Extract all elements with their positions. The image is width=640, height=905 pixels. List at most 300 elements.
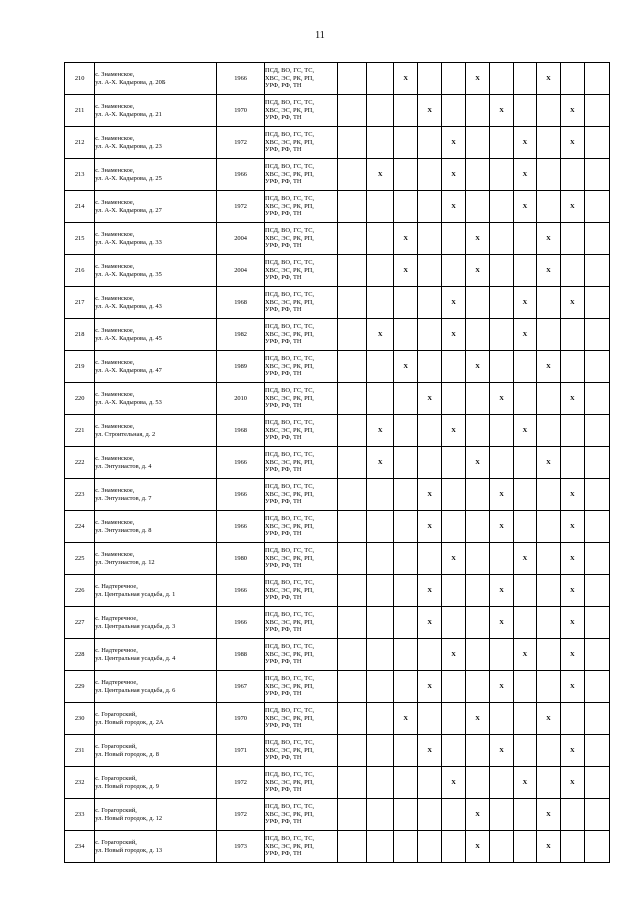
mark-cell-empty xyxy=(536,479,560,511)
mark-cell-x: X xyxy=(394,351,418,383)
mark-cell-empty xyxy=(394,607,418,639)
mark-cell-empty xyxy=(442,703,466,735)
table-row xyxy=(65,63,610,95)
mark-cell-x: X xyxy=(466,255,490,287)
year-cell: 1972 xyxy=(217,127,265,159)
row-number-cell: 228 xyxy=(65,639,95,671)
mark-cell-empty xyxy=(394,831,418,863)
mark-cell-x: X xyxy=(418,671,442,703)
table-row xyxy=(65,127,610,159)
year-cell: 2004 xyxy=(217,255,265,287)
row-number-cell: 229 xyxy=(65,671,95,703)
row-number-cell: 218 xyxy=(65,319,95,351)
mark-cell-empty xyxy=(584,447,609,479)
table-row xyxy=(65,639,610,671)
mark-cell-empty xyxy=(442,831,466,863)
mark-cell-x: X xyxy=(536,255,560,287)
mark-cell-empty xyxy=(490,415,514,447)
row-number-cell: 215 xyxy=(65,223,95,255)
mark-cell-empty xyxy=(584,351,609,383)
mark-cell-empty xyxy=(560,799,584,831)
mark-cell-empty xyxy=(466,671,490,703)
address-cell: с. Знаменское, ул. А-Х. Кадырова, д. 47 xyxy=(95,351,217,383)
mark-cell-empty xyxy=(337,127,366,159)
mark-cell-empty xyxy=(466,191,490,223)
year-cell: 1980 xyxy=(217,543,265,575)
mark-cell-empty xyxy=(367,607,394,639)
address-cell: с. Знаменское, ул. А-Х. Кадырова, д. 33 xyxy=(95,223,217,255)
mark-cell-x: X xyxy=(560,575,584,607)
mark-cell-empty xyxy=(337,543,366,575)
mark-cell-empty xyxy=(394,735,418,767)
work-codes-cell: ПСД, ВО, ГС, ТС, ХВС, ЭС, РК, РП, УРФ, РФ, ТН xyxy=(265,223,338,255)
mark-cell-empty xyxy=(337,447,366,479)
mark-cell-empty xyxy=(584,671,609,703)
work-codes-cell: ПСД, ВО, ГС, ТС, ХВС, ЭС, РК, РП, УРФ, РФ, ТН xyxy=(265,95,338,127)
work-codes-cell: ПСД, ВО, ГС, ТС, ХВС, ЭС, РК, РП, УРФ, РФ, ТН xyxy=(265,607,338,639)
mark-cell-empty xyxy=(584,415,609,447)
mark-cell-empty xyxy=(442,223,466,255)
mark-cell-empty xyxy=(337,799,366,831)
year-cell: 1968 xyxy=(217,415,265,447)
mark-cell-empty xyxy=(536,159,560,191)
mark-cell-empty xyxy=(418,703,442,735)
mark-cell-empty xyxy=(584,767,609,799)
mark-cell-x: X xyxy=(466,447,490,479)
mark-cell-empty xyxy=(584,127,609,159)
table-row xyxy=(65,447,610,479)
mark-cell-x: X xyxy=(514,287,537,319)
address-cell: с. Знаменское, ул. А-Х. Кадырова, д. 20Б xyxy=(95,63,217,95)
mark-cell-empty xyxy=(490,159,514,191)
mark-cell-x: X xyxy=(536,831,560,863)
mark-cell-empty xyxy=(418,191,442,223)
mark-cell-empty xyxy=(337,415,366,447)
mark-cell-empty xyxy=(394,159,418,191)
table-row xyxy=(65,319,610,351)
mark-cell-empty xyxy=(490,831,514,863)
mark-cell-x: X xyxy=(560,95,584,127)
mark-cell-empty xyxy=(536,671,560,703)
year-cell: 1972 xyxy=(217,799,265,831)
mark-cell-empty xyxy=(490,639,514,671)
mark-cell-x: X xyxy=(560,671,584,703)
mark-cell-empty xyxy=(584,799,609,831)
mark-cell-empty xyxy=(337,735,366,767)
mark-cell-empty xyxy=(418,287,442,319)
year-cell: 1966 xyxy=(217,159,265,191)
table-row xyxy=(65,95,610,127)
mark-cell-empty xyxy=(337,671,366,703)
year-cell: 1970 xyxy=(217,95,265,127)
address-cell: с. Надтеречное, ул. Центральная усадьба, д. 1 xyxy=(95,575,217,607)
mark-cell-empty xyxy=(367,575,394,607)
mark-cell-empty xyxy=(367,351,394,383)
work-codes-cell: ПСД, ВО, ГС, ТС, ХВС, ЭС, РК, РП, УРФ, РФ, ТН xyxy=(265,671,338,703)
address-cell: с. Знаменское, ул. А-Х. Кадырова, д. 27 xyxy=(95,191,217,223)
mark-cell-empty xyxy=(584,159,609,191)
mark-cell-empty xyxy=(584,319,609,351)
mark-cell-empty xyxy=(536,319,560,351)
mark-cell-empty xyxy=(418,223,442,255)
address-cell: с. Знаменское, ул. А-Х. Кадырова, д. 43 xyxy=(95,287,217,319)
mark-cell-x: X xyxy=(394,223,418,255)
mark-cell-empty xyxy=(466,511,490,543)
row-number-cell: 227 xyxy=(65,607,95,639)
work-codes-cell: ПСД, ВО, ГС, ТС, ХВС, ЭС, РК, РП, УРФ, РФ, ТН xyxy=(265,511,338,543)
mark-cell-empty xyxy=(394,287,418,319)
address-cell: с. Знаменское, ул. А-Х. Кадырова, д. 35 xyxy=(95,255,217,287)
mark-cell-empty xyxy=(337,159,366,191)
year-cell: 1966 xyxy=(217,479,265,511)
table-body xyxy=(65,63,610,863)
mark-cell-x: X xyxy=(560,479,584,511)
mark-cell-empty xyxy=(560,447,584,479)
mark-cell-empty xyxy=(367,223,394,255)
work-codes-cell: ПСД, ВО, ГС, ТС, ХВС, ЭС, РК, РП, УРФ, РФ, ТН xyxy=(265,479,338,511)
mark-cell-empty xyxy=(367,831,394,863)
year-cell: 1988 xyxy=(217,639,265,671)
mark-cell-x: X xyxy=(560,511,584,543)
mark-cell-empty xyxy=(418,63,442,95)
mark-cell-x: X xyxy=(367,319,394,351)
table-row xyxy=(65,543,610,575)
mark-cell-empty xyxy=(337,511,366,543)
mark-cell-empty xyxy=(584,479,609,511)
mark-cell-empty xyxy=(560,159,584,191)
mark-cell-empty xyxy=(514,735,537,767)
mark-cell-empty xyxy=(367,799,394,831)
work-codes-cell: ПСД, ВО, ГС, ТС, ХВС, ЭС, РК, РП, УРФ, РФ, ТН xyxy=(265,735,338,767)
year-cell: 1982 xyxy=(217,319,265,351)
table-row xyxy=(65,735,610,767)
mark-cell-empty xyxy=(367,255,394,287)
mark-cell-empty xyxy=(560,351,584,383)
mark-cell-empty xyxy=(514,255,537,287)
mark-cell-empty xyxy=(536,735,560,767)
mark-cell-empty xyxy=(584,703,609,735)
row-number-cell: 211 xyxy=(65,95,95,127)
address-cell: с. Надтеречное, ул. Центральная усадьба, д. 6 xyxy=(95,671,217,703)
mark-cell-empty xyxy=(466,127,490,159)
mark-cell-empty xyxy=(367,287,394,319)
mark-cell-empty xyxy=(514,479,537,511)
table-row xyxy=(65,799,610,831)
mark-cell-empty xyxy=(418,351,442,383)
mark-cell-empty xyxy=(560,255,584,287)
mark-cell-empty xyxy=(418,799,442,831)
mark-cell-x: X xyxy=(466,799,490,831)
mark-cell-x: X xyxy=(418,511,442,543)
mark-cell-x: X xyxy=(418,607,442,639)
mark-cell-empty xyxy=(466,543,490,575)
mark-cell-empty xyxy=(490,287,514,319)
mark-cell-empty xyxy=(394,95,418,127)
mark-cell-empty xyxy=(536,287,560,319)
mark-cell-x: X xyxy=(442,543,466,575)
mark-cell-x: X xyxy=(560,639,584,671)
work-codes-cell: ПСД, ВО, ГС, ТС, ХВС, ЭС, РК, РП, УРФ, РФ, ТН xyxy=(265,63,338,95)
mark-cell-empty xyxy=(536,383,560,415)
mark-cell-empty xyxy=(466,159,490,191)
mark-cell-empty xyxy=(490,319,514,351)
mark-cell-empty xyxy=(367,479,394,511)
work-codes-cell: ПСД, ВО, ГС, ТС, ХВС, ЭС, РК, РП, УРФ, РФ, ТН xyxy=(265,383,338,415)
mark-cell-empty xyxy=(490,703,514,735)
year-cell: 1970 xyxy=(217,703,265,735)
mark-cell-empty xyxy=(337,767,366,799)
mark-cell-x: X xyxy=(560,543,584,575)
mark-cell-empty xyxy=(337,607,366,639)
housing-registry-table xyxy=(64,62,610,863)
mark-cell-empty xyxy=(584,191,609,223)
address-cell: с. Знаменское, ул. Энтузиастов, д. 12 xyxy=(95,543,217,575)
address-cell: с. Знаменское, ул. А-Х. Кадырова, д. 25 xyxy=(95,159,217,191)
mark-cell-empty xyxy=(337,255,366,287)
mark-cell-empty xyxy=(490,351,514,383)
mark-cell-empty xyxy=(367,95,394,127)
mark-cell-empty xyxy=(490,255,514,287)
mark-cell-empty xyxy=(394,767,418,799)
mark-cell-empty xyxy=(490,223,514,255)
mark-cell-empty xyxy=(514,95,537,127)
mark-cell-empty xyxy=(337,479,366,511)
mark-cell-empty xyxy=(394,671,418,703)
mark-cell-x: X xyxy=(560,383,584,415)
mark-cell-empty xyxy=(442,575,466,607)
mark-cell-empty xyxy=(490,447,514,479)
mark-cell-empty xyxy=(337,287,366,319)
mark-cell-empty xyxy=(442,671,466,703)
mark-cell-empty xyxy=(337,223,366,255)
address-cell: с. Надтеречное, ул. Центральная усадьба, д. 4 xyxy=(95,639,217,671)
year-cell: 1966 xyxy=(217,575,265,607)
mark-cell-x: X xyxy=(536,63,560,95)
mark-cell-empty xyxy=(442,447,466,479)
mark-cell-x: X xyxy=(490,607,514,639)
mark-cell-x: X xyxy=(442,415,466,447)
mark-cell-empty xyxy=(560,223,584,255)
mark-cell-empty xyxy=(466,735,490,767)
mark-cell-empty xyxy=(394,319,418,351)
mark-cell-empty xyxy=(560,63,584,95)
mark-cell-empty xyxy=(466,95,490,127)
mark-cell-empty xyxy=(442,799,466,831)
mark-cell-empty xyxy=(536,575,560,607)
mark-cell-empty xyxy=(584,607,609,639)
address-cell: с. Знаменское, ул. А-Х. Кадырова, д. 53 xyxy=(95,383,217,415)
work-codes-cell: ПСД, ВО, ГС, ТС, ХВС, ЭС, РК, РП, УРФ, РФ, ТН xyxy=(265,639,338,671)
mark-cell-empty xyxy=(490,767,514,799)
table-row xyxy=(65,575,610,607)
mark-cell-empty xyxy=(584,95,609,127)
mark-cell-x: X xyxy=(514,543,537,575)
table-row xyxy=(65,287,610,319)
year-cell: 1966 xyxy=(217,511,265,543)
mark-cell-x: X xyxy=(560,287,584,319)
mark-cell-empty xyxy=(466,383,490,415)
mark-cell-x: X xyxy=(560,767,584,799)
mark-cell-x: X xyxy=(514,191,537,223)
mark-cell-x: X xyxy=(514,415,537,447)
mark-cell-x: X xyxy=(418,95,442,127)
row-number-cell: 219 xyxy=(65,351,95,383)
mark-cell-x: X xyxy=(536,351,560,383)
mark-cell-empty xyxy=(337,351,366,383)
mark-cell-empty xyxy=(337,383,366,415)
row-number-cell: 226 xyxy=(65,575,95,607)
mark-cell-x: X xyxy=(466,703,490,735)
address-cell: с. Горагорский, ул. Новый городок, д. 13 xyxy=(95,831,217,863)
year-cell: 1966 xyxy=(217,607,265,639)
year-cell: 1973 xyxy=(217,831,265,863)
mark-cell-x: X xyxy=(466,351,490,383)
mark-cell-empty xyxy=(536,191,560,223)
mark-cell-x: X xyxy=(536,447,560,479)
mark-cell-empty xyxy=(337,575,366,607)
mark-cell-empty xyxy=(536,511,560,543)
row-number-cell: 231 xyxy=(65,735,95,767)
mark-cell-empty xyxy=(394,479,418,511)
address-cell: с. Знаменское, ул. А-Х. Кадырова, д. 21 xyxy=(95,95,217,127)
mark-cell-empty xyxy=(442,95,466,127)
mark-cell-empty xyxy=(514,223,537,255)
mark-cell-empty xyxy=(418,255,442,287)
mark-cell-empty xyxy=(367,767,394,799)
address-cell: с. Знаменское, ул. Строительная, д. 2 xyxy=(95,415,217,447)
mark-cell-x: X xyxy=(442,191,466,223)
mark-cell-empty xyxy=(466,415,490,447)
mark-cell-empty xyxy=(536,415,560,447)
year-cell: 1968 xyxy=(217,287,265,319)
mark-cell-empty xyxy=(514,831,537,863)
mark-cell-x: X xyxy=(490,735,514,767)
mark-cell-empty xyxy=(442,511,466,543)
mark-cell-x: X xyxy=(367,415,394,447)
mark-cell-empty xyxy=(337,831,366,863)
mark-cell-empty xyxy=(514,383,537,415)
mark-cell-empty xyxy=(560,415,584,447)
mark-cell-empty xyxy=(584,543,609,575)
mark-cell-empty xyxy=(418,831,442,863)
mark-cell-empty xyxy=(490,63,514,95)
mark-cell-empty xyxy=(442,351,466,383)
mark-cell-x: X xyxy=(560,735,584,767)
mark-cell-empty xyxy=(536,639,560,671)
work-codes-cell: ПСД, ВО, ГС, ТС, ХВС, ЭС, РК, РП, УРФ, РФ, ТН xyxy=(265,831,338,863)
mark-cell-x: X xyxy=(514,639,537,671)
mark-cell-x: X xyxy=(514,159,537,191)
mark-cell-x: X xyxy=(490,575,514,607)
mark-cell-empty xyxy=(337,95,366,127)
address-cell: с. Знаменское, ул. А-Х. Кадырова, д. 23 xyxy=(95,127,217,159)
mark-cell-empty xyxy=(418,159,442,191)
mark-cell-empty xyxy=(337,703,366,735)
mark-cell-empty xyxy=(337,639,366,671)
mark-cell-x: X xyxy=(514,767,537,799)
row-number-cell: 216 xyxy=(65,255,95,287)
mark-cell-empty xyxy=(584,831,609,863)
mark-cell-empty xyxy=(536,543,560,575)
year-cell: 1972 xyxy=(217,191,265,223)
mark-cell-x: X xyxy=(536,223,560,255)
table-row xyxy=(65,255,610,287)
mark-cell-empty xyxy=(466,767,490,799)
table-row xyxy=(65,479,610,511)
row-number-cell: 225 xyxy=(65,543,95,575)
work-codes-cell: ПСД, ВО, ГС, ТС, ХВС, ЭС, РК, РП, УРФ, РФ, ТН xyxy=(265,127,338,159)
mark-cell-x: X xyxy=(418,575,442,607)
mark-cell-empty xyxy=(394,575,418,607)
mark-cell-empty xyxy=(418,127,442,159)
mark-cell-empty xyxy=(514,799,537,831)
mark-cell-empty xyxy=(514,511,537,543)
row-number-cell: 232 xyxy=(65,767,95,799)
mark-cell-empty xyxy=(514,63,537,95)
mark-cell-empty xyxy=(584,63,609,95)
mark-cell-empty xyxy=(418,639,442,671)
address-cell: с. Горагорский, ул. Новый городок, д. 12 xyxy=(95,799,217,831)
year-cell: 2004 xyxy=(217,223,265,255)
mark-cell-x: X xyxy=(490,95,514,127)
row-number-cell: 217 xyxy=(65,287,95,319)
mark-cell-empty xyxy=(490,127,514,159)
mark-cell-empty xyxy=(560,319,584,351)
work-codes-cell: ПСД, ВО, ГС, ТС, ХВС, ЭС, РК, РП, УРФ, РФ, ТН xyxy=(265,799,338,831)
address-cell: с. Знаменское, ул. Энтузиастов, д. 7 xyxy=(95,479,217,511)
work-codes-cell: ПСД, ВО, ГС, ТС, ХВС, ЭС, РК, РП, УРФ, РФ, ТН xyxy=(265,447,338,479)
work-codes-cell: ПСД, ВО, ГС, ТС, ХВС, ЭС, РК, РП, УРФ, РФ, ТН xyxy=(265,351,338,383)
mark-cell-empty xyxy=(584,223,609,255)
mark-cell-empty xyxy=(367,703,394,735)
mark-cell-x: X xyxy=(466,63,490,95)
row-number-cell: 210 xyxy=(65,63,95,95)
mark-cell-empty xyxy=(394,447,418,479)
mark-cell-x: X xyxy=(394,703,418,735)
mark-cell-empty xyxy=(560,703,584,735)
mark-cell-x: X xyxy=(442,287,466,319)
address-cell: с. Знаменское, ул. Энтузиастов, д. 8 xyxy=(95,511,217,543)
year-cell: 1967 xyxy=(217,671,265,703)
mark-cell-x: X xyxy=(560,127,584,159)
address-cell: с. Горагорский, ул. Новый городок, д. 8 xyxy=(95,735,217,767)
work-codes-cell: ПСД, ВО, ГС, ТС, ХВС, ЭС, РК, РП, УРФ, РФ, ТН xyxy=(265,287,338,319)
mark-cell-x: X xyxy=(560,191,584,223)
mark-cell-empty xyxy=(514,607,537,639)
mark-cell-empty xyxy=(418,447,442,479)
mark-cell-empty xyxy=(442,735,466,767)
mark-cell-x: X xyxy=(536,799,560,831)
work-codes-cell: ПСД, ВО, ГС, ТС, ХВС, ЭС, РК, РП, УРФ, РФ, ТН xyxy=(265,255,338,287)
mark-cell-empty xyxy=(466,287,490,319)
address-cell: с. Горагорский, ул. Новый городок, д. 2А xyxy=(95,703,217,735)
table-row xyxy=(65,671,610,703)
mark-cell-x: X xyxy=(514,319,537,351)
mark-cell-empty xyxy=(584,287,609,319)
mark-cell-empty xyxy=(536,95,560,127)
table-row xyxy=(65,159,610,191)
mark-cell-x: X xyxy=(442,767,466,799)
table-row xyxy=(65,831,610,863)
mark-cell-empty xyxy=(584,383,609,415)
mark-cell-x: X xyxy=(514,127,537,159)
row-number-cell: 214 xyxy=(65,191,95,223)
mark-cell-empty xyxy=(394,127,418,159)
row-number-cell: 223 xyxy=(65,479,95,511)
row-number-cell: 221 xyxy=(65,415,95,447)
mark-cell-empty xyxy=(514,447,537,479)
mark-cell-x: X xyxy=(466,831,490,863)
